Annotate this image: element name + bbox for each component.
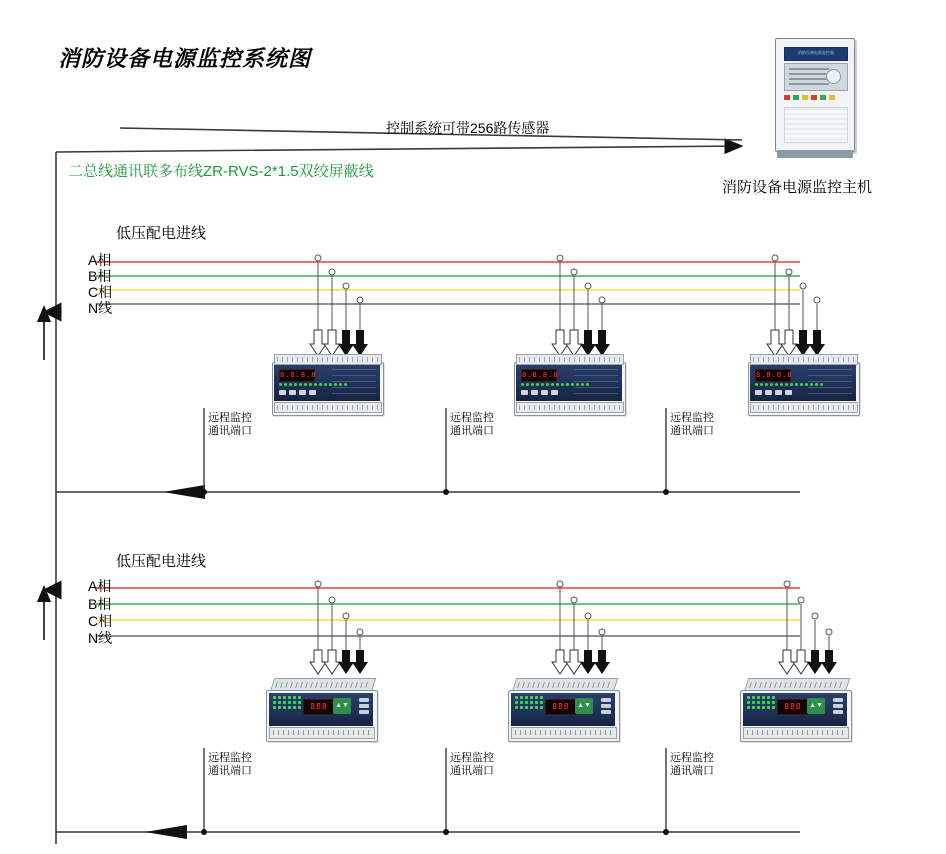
group2-comm-drops	[204, 748, 666, 832]
device-display-value: 888	[310, 702, 328, 711]
host-indicator-row	[784, 95, 846, 100]
comm-port-label-line2: 通讯端口	[670, 765, 714, 777]
group1-dev3-taps	[772, 255, 820, 330]
device-display	[777, 699, 809, 715]
device-display	[545, 699, 577, 715]
group2-dev3-taps	[784, 581, 832, 650]
group1-phase-n-label: N线	[88, 300, 113, 316]
group1-phase-c-label: C相	[88, 284, 113, 300]
comm-port-label-line2: 通讯端口	[208, 425, 252, 437]
host-lcd-lines	[789, 68, 829, 86]
monitoring-host-panel[interactable]	[775, 38, 857, 160]
host-banner-text: 消防设备电源监控器	[798, 50, 834, 55]
comm-port-label-line2: 通讯端口	[450, 425, 494, 437]
power-monitor-device[interactable]	[740, 678, 852, 750]
device-led-matrix	[515, 696, 543, 709]
device-display-value: 8.8.8.8	[522, 371, 559, 379]
group1-dev1-taps	[315, 255, 363, 330]
device-top-terminal	[516, 354, 624, 365]
device-keypad-glyph: ▲▼	[335, 702, 349, 709]
group1-incoming-label: 低压配电进线	[116, 225, 207, 242]
host-knob-icon[interactable]	[826, 69, 841, 84]
comm-port-label	[670, 752, 714, 778]
device-keypad[interactable]	[807, 698, 825, 714]
comm-port-label	[450, 752, 494, 778]
group2-dev1-arrows	[310, 650, 368, 674]
device-display	[279, 369, 315, 382]
host-case	[775, 38, 855, 152]
power-monitor-device[interactable]	[508, 678, 620, 750]
device-display	[303, 699, 335, 715]
host-vent-grill	[784, 107, 848, 143]
power-monitor-device[interactable]	[266, 678, 378, 750]
power-monitor-device[interactable]	[514, 352, 626, 422]
page-title: 消防设备电源监控系统图	[58, 46, 312, 72]
comm-port-label-line2: 通讯端口	[450, 765, 494, 777]
group1-phase-b-label: B相	[88, 268, 112, 284]
host-led-1	[784, 95, 790, 100]
power-monitor-device[interactable]	[272, 352, 384, 422]
device-front-panel	[269, 693, 373, 726]
device-front-panel	[511, 693, 615, 726]
device-key-row[interactable]	[833, 698, 843, 714]
group1-dev2-taps	[557, 255, 605, 330]
host-base	[777, 150, 853, 158]
device-key-row[interactable]	[601, 698, 611, 714]
device-bottom-terminal	[743, 727, 849, 739]
host-banner	[784, 47, 848, 61]
device-bottom-terminal	[750, 402, 858, 413]
device-display	[521, 369, 557, 382]
comm-port-label-line1: 远程监控	[450, 752, 494, 764]
group2-dev2-arrows	[552, 650, 610, 674]
group2-phase-a-label: A相	[88, 578, 112, 594]
device-keypad[interactable]	[575, 698, 593, 714]
host-led-4	[811, 95, 817, 100]
group2-phase-b-label: B相	[88, 596, 112, 612]
device-led-row	[279, 383, 347, 386]
device-bottom-terminal	[269, 727, 375, 739]
device-front-panel	[750, 365, 856, 401]
comm-port-label-line1: 远程监控	[670, 412, 714, 424]
device-keypad-glyph: ▲▼	[577, 702, 591, 709]
system-capacity-note: 控制系统可带256路传感器	[386, 120, 550, 136]
device-key-row[interactable]	[521, 390, 558, 395]
group2-phase-lines	[96, 588, 800, 636]
device-front-panel	[743, 693, 847, 726]
group2-incoming-label: 低压配电进线	[116, 553, 207, 570]
device-led-matrix	[747, 696, 775, 709]
host-led-5	[820, 95, 826, 100]
device-front-panel	[274, 365, 380, 401]
device-key-row[interactable]	[279, 390, 316, 395]
group2-dev3-arrows	[779, 650, 837, 674]
device-top-terminal	[750, 354, 858, 365]
host-lcd-screen	[784, 63, 848, 91]
comm-port-label	[450, 412, 494, 438]
comm-port-label	[670, 412, 714, 438]
device-led-row	[755, 383, 823, 386]
comm-port-label	[208, 752, 252, 778]
device-bottom-terminal	[274, 402, 382, 413]
device-led-row	[521, 383, 589, 386]
host-led-2	[793, 95, 799, 100]
device-front-panel	[516, 365, 622, 401]
comm-port-label-line2: 通讯端口	[670, 425, 714, 437]
device-display-value: 8.8.8.8	[756, 371, 793, 379]
group1-phase-lines	[96, 262, 800, 304]
device-led-matrix	[273, 696, 301, 709]
power-monitor-device[interactable]	[748, 352, 860, 422]
device-key-row[interactable]	[359, 698, 369, 714]
group2-dev2-taps	[557, 581, 605, 650]
group2-phase-n-label: N线	[88, 630, 113, 646]
device-keypad-glyph: ▲▼	[809, 702, 823, 709]
device-display-value: 888	[552, 702, 570, 711]
comm-port-label	[208, 412, 252, 438]
group2-dev1-taps	[315, 581, 363, 650]
group1-phase-a-label: A相	[88, 252, 112, 268]
comm-port-label-line2: 通讯端口	[208, 765, 252, 777]
bus-arrowheads	[37, 305, 205, 839]
device-keypad[interactable]	[333, 698, 351, 714]
device-display-value: 8.8.8.8	[280, 371, 317, 379]
comm-port-label-line1: 远程监控	[450, 412, 494, 424]
bus-cable-label: 二总线通讯联多布线ZR-RVS-2*1.5双绞屏蔽线	[68, 163, 374, 180]
comm-port-label-line1: 远程监控	[208, 752, 252, 764]
comm-port-label-line1: 远程监控	[670, 752, 714, 764]
device-display	[755, 369, 791, 382]
host-label: 消防设备电源监控主机	[722, 179, 873, 196]
host-led-6	[829, 95, 835, 100]
device-bottom-terminal	[516, 402, 624, 413]
host-led-3	[802, 95, 808, 100]
comm-port-label-line1: 远程监控	[208, 412, 252, 424]
device-key-row[interactable]	[755, 390, 792, 395]
device-top-terminal	[274, 354, 382, 365]
device-display-value: 888	[784, 702, 802, 711]
device-bottom-terminal	[511, 727, 617, 739]
group2-phase-c-label: C相	[88, 613, 113, 629]
